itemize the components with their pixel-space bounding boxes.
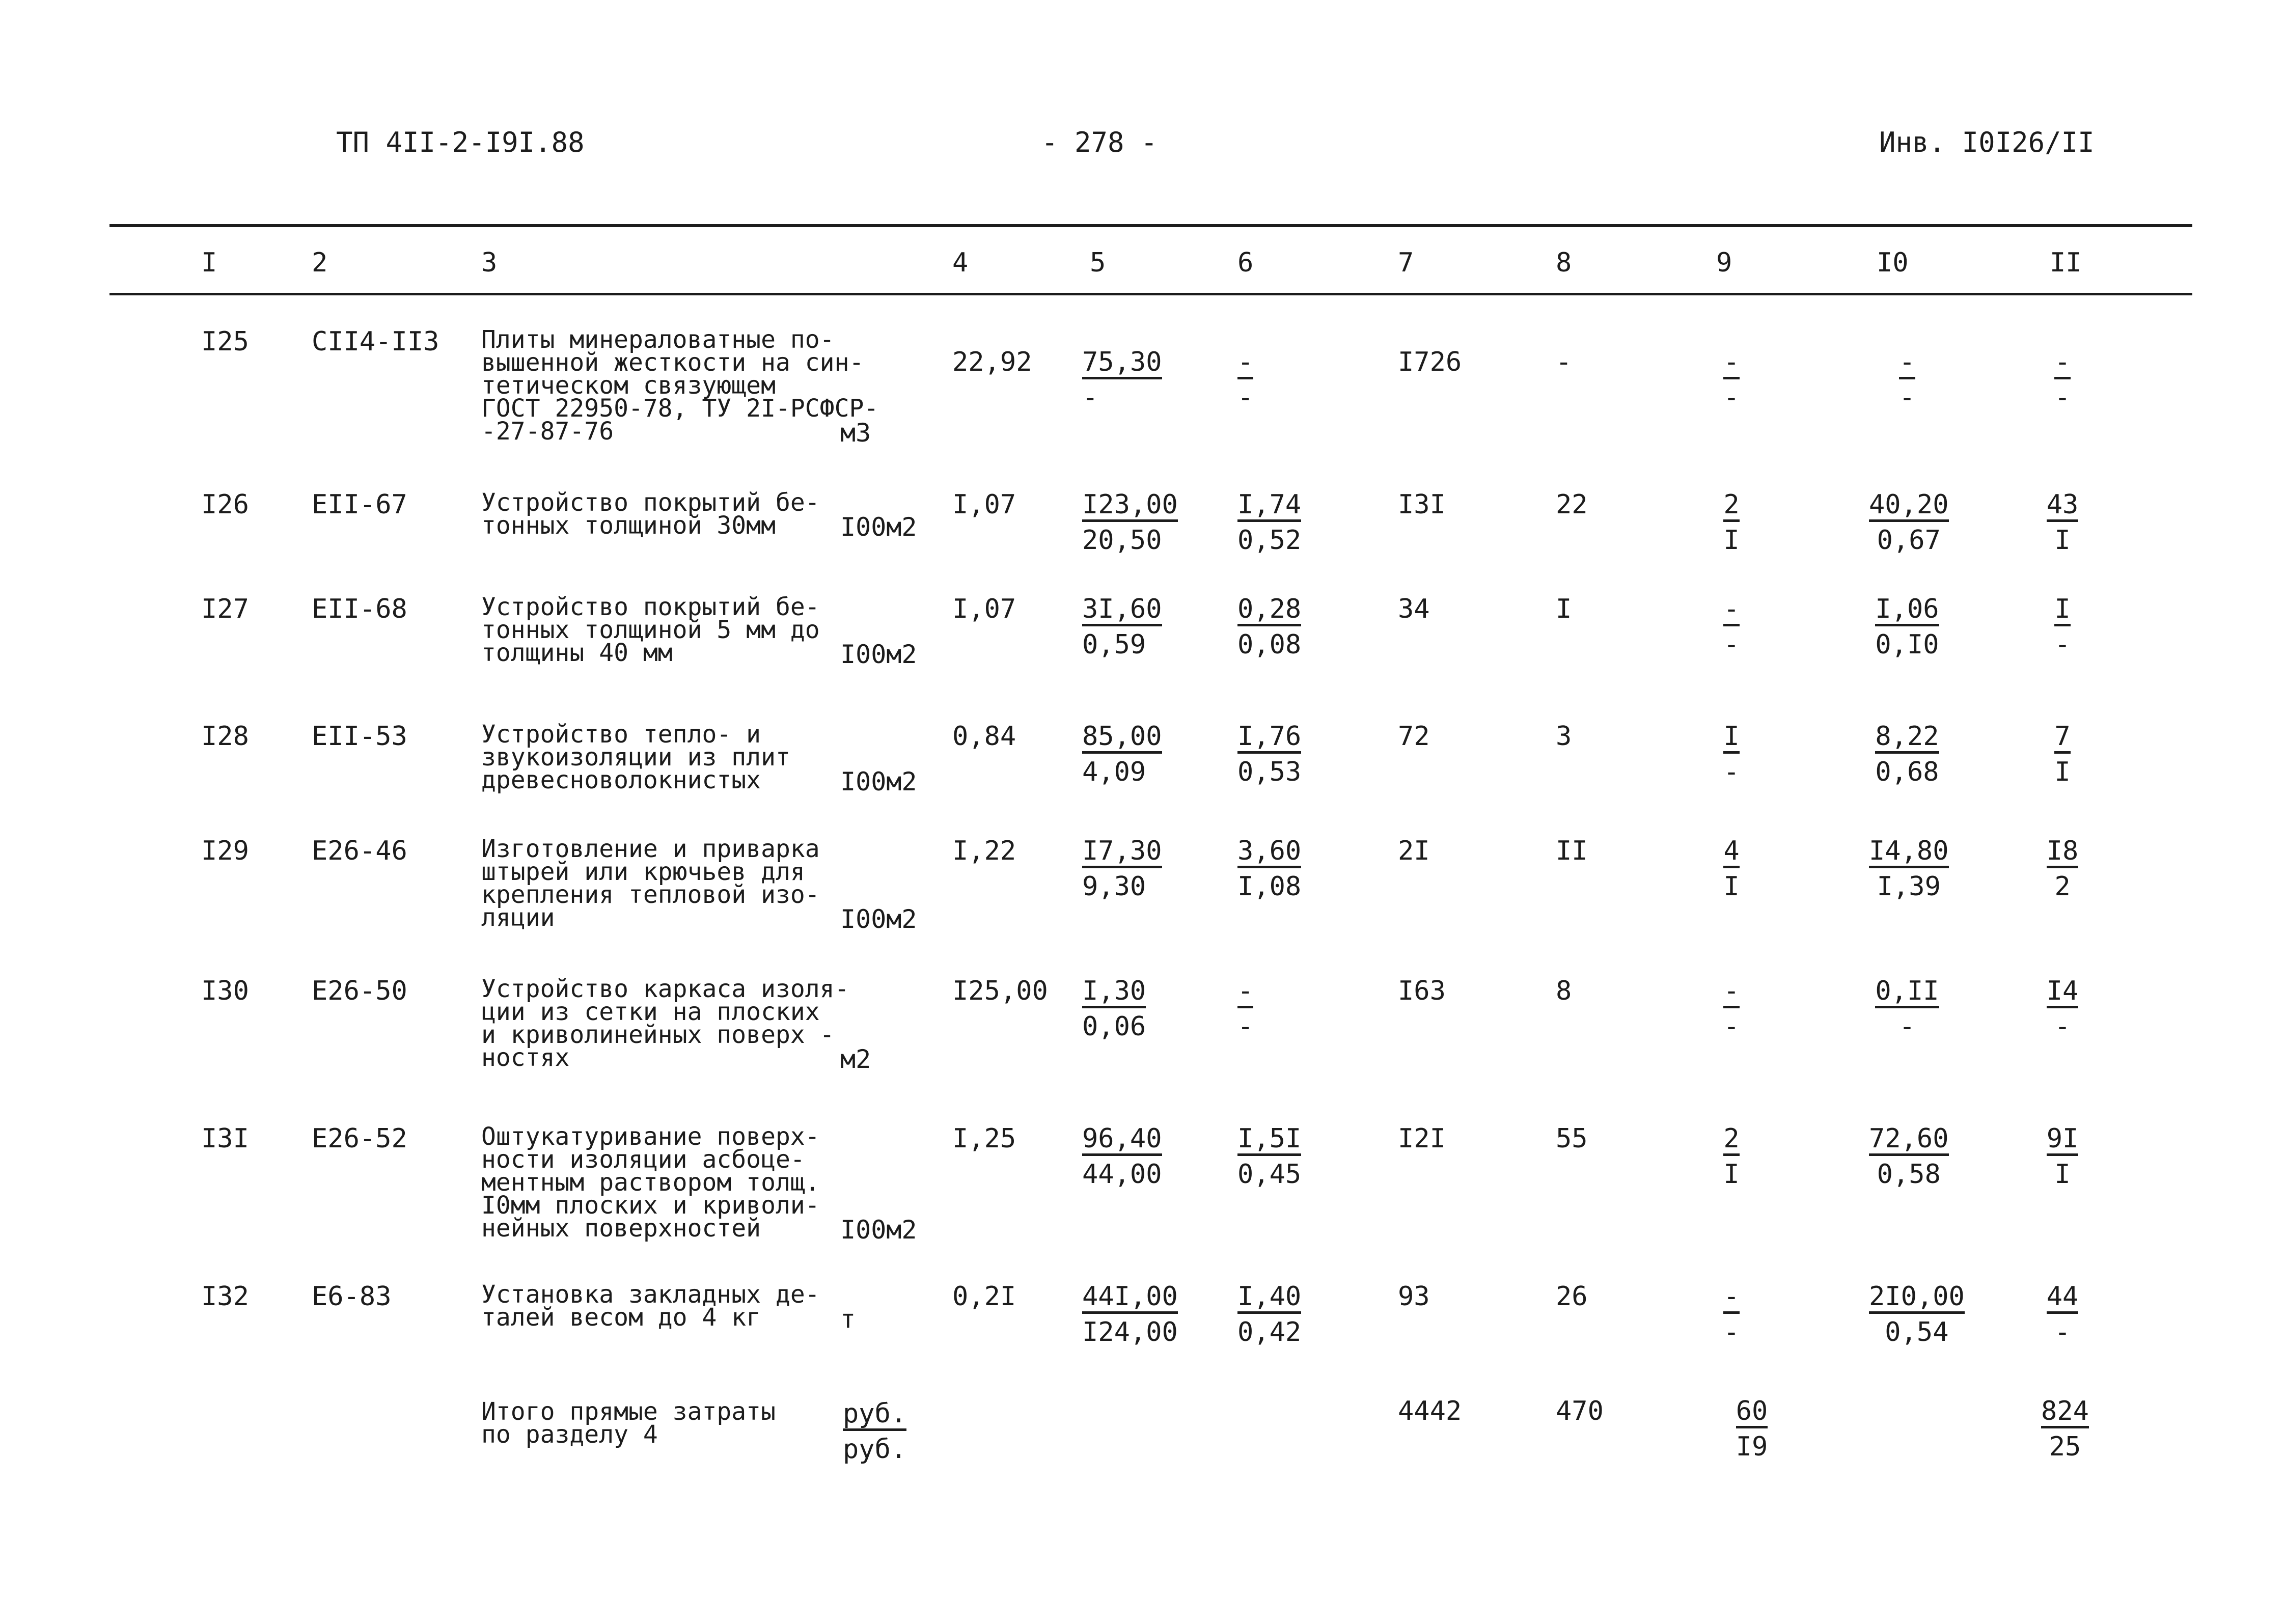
column-header-4: 4 xyxy=(952,247,969,278)
row-col10-denominator: - xyxy=(1899,382,1915,413)
row-col9-denominator: I xyxy=(1723,1159,1740,1190)
row-col9-denominator: - xyxy=(1723,382,1740,413)
row-col10-denominator: 0,54 xyxy=(1885,1317,1949,1347)
row-col10 xyxy=(1869,491,1949,554)
row-col8: II xyxy=(1556,836,1588,866)
row-code: E6-83 xyxy=(312,1281,392,1312)
row-col10-numerator: I,06 xyxy=(1875,596,1939,626)
row-col11-denominator: - xyxy=(2054,382,2071,413)
row-col8: 8 xyxy=(1556,976,1572,1006)
row-col11 xyxy=(2045,1283,2080,1345)
row-col6 xyxy=(1237,596,1301,658)
row-unit: I00м2 xyxy=(840,767,917,796)
row-col10 xyxy=(1869,596,1945,658)
row-col11-numerator: I4 xyxy=(2047,978,2079,1008)
row-col11-denominator: - xyxy=(2054,629,2071,660)
row-col11-numerator: 43 xyxy=(2047,491,2079,522)
row-col10-numerator: 40,20 xyxy=(1869,491,1949,522)
row-number: I3I xyxy=(201,1123,249,1154)
row-col9-denominator: I xyxy=(1723,871,1740,902)
row-col10-numerator: 72,60 xyxy=(1869,1125,1949,1156)
row-unit: I00м2 xyxy=(840,512,917,542)
row-col5-denominator: 44,00 xyxy=(1082,1159,1162,1190)
row-col6-numerator: 0,28 xyxy=(1237,596,1301,626)
row-col11 xyxy=(2045,349,2080,411)
column-header-7: 7 xyxy=(1398,247,1414,278)
row-unit: т xyxy=(840,1304,856,1334)
row-col5 xyxy=(1082,723,1169,785)
row-col5-numerator: I,30 xyxy=(1082,978,1146,1008)
row-col10-denominator: I,39 xyxy=(1877,871,1941,902)
row-col10-numerator: I4,80 xyxy=(1869,838,1949,868)
row-code: EII-67 xyxy=(312,489,407,520)
row-col6-numerator: I,76 xyxy=(1237,723,1301,754)
row-col11-numerator: 9I xyxy=(2047,1125,2079,1156)
row-col9-numerator: - xyxy=(1723,596,1739,626)
row-col10 xyxy=(1869,1283,1965,1345)
row-quantity: 0,84 xyxy=(952,721,1016,752)
inventory-number: Инв. I0I26/II xyxy=(1879,126,2095,158)
row-col7: I63 xyxy=(1398,976,1446,1006)
row-description: Устройство каркаса изоля- ции из сетки на плоских и криволинейных поверх - ностях xyxy=(481,975,849,1072)
row-col11 xyxy=(2045,978,2080,1040)
row-col10-numerator: 0,II xyxy=(1875,978,1939,1008)
column-header-1: I xyxy=(201,247,217,278)
row-col7: 93 xyxy=(1398,1281,1430,1312)
row-description: Изготовление и приварка штырей или крючьев для крепления тепловой изо- ляции xyxy=(481,835,820,932)
row-description: Установка закладных де- талей весом до 4 кг xyxy=(481,1280,820,1332)
row-col7: 34 xyxy=(1398,594,1430,624)
row-unit: I00м2 xyxy=(840,1215,917,1245)
row-col11-denominator: I xyxy=(2054,525,2071,556)
row-col10 xyxy=(1869,1125,1949,1188)
row-col9-numerator: 2 xyxy=(1723,491,1739,522)
row-col11 xyxy=(2045,596,2080,658)
row-col8: 22 xyxy=(1556,489,1588,520)
row-col6 xyxy=(1237,491,1301,554)
row-col11-numerator: I xyxy=(2054,596,2070,626)
row-description: Устройство покрытий бе- тонных толщиной 30мм xyxy=(481,488,820,540)
row-code: EII-53 xyxy=(312,721,407,752)
column-header-11: II xyxy=(2050,247,2082,278)
row-col7: I3I xyxy=(1398,489,1446,520)
row-col10-denominator: 0,68 xyxy=(1875,757,1939,787)
row-code: EII-68 xyxy=(312,594,407,624)
row-col5 xyxy=(1082,1125,1169,1188)
row-number: I29 xyxy=(201,836,249,866)
row-quantity: I,07 xyxy=(952,489,1016,520)
column-header-2: 2 xyxy=(312,247,328,278)
row-col11-denominator: - xyxy=(2054,1011,2071,1042)
row-col7: I2I xyxy=(1398,1123,1446,1154)
row-number: I28 xyxy=(201,721,249,752)
row-col11-denominator: 2 xyxy=(2054,871,2071,902)
table-top-rule xyxy=(109,224,2192,227)
row-col6-numerator: - xyxy=(1237,978,1253,1008)
row-col5 xyxy=(1082,978,1169,1040)
row-col6-denominator: 0,52 xyxy=(1237,525,1302,556)
row-unit: I00м2 xyxy=(840,640,917,669)
total-description: Итого прямые затраты по разделу 4 xyxy=(481,1397,776,1449)
row-description: Устройство покрытий бе- тонных толщиной 5 мм до толщины 40 мм xyxy=(481,593,820,667)
total-col8: 470 xyxy=(1556,1396,1604,1426)
row-col6-denominator: 0,53 xyxy=(1237,757,1302,787)
row-col10 xyxy=(1869,838,1949,900)
row-col5 xyxy=(1082,596,1169,658)
row-col5-denominator: - xyxy=(1082,382,1098,413)
row-col11 xyxy=(2045,1125,2080,1188)
row-col9-denominator: - xyxy=(1723,757,1740,787)
row-col5-denominator: 0,06 xyxy=(1082,1011,1146,1042)
row-col5 xyxy=(1082,491,1178,554)
row-unit: I00м2 xyxy=(840,904,917,934)
row-col6-denominator: I,08 xyxy=(1237,871,1302,902)
column-header-5: 5 xyxy=(1090,247,1106,278)
row-col6 xyxy=(1237,978,1299,1040)
total-col9-numerator: 60 xyxy=(1736,1398,1768,1428)
row-col5-numerator: 3I,60 xyxy=(1082,596,1162,626)
page-number: - 278 - xyxy=(1041,126,1158,158)
row-col5-denominator: 20,50 xyxy=(1082,525,1162,556)
row-col11-denominator: I xyxy=(2054,757,2071,787)
row-code: E26-50 xyxy=(312,976,407,1006)
row-col10-denominator: 0,67 xyxy=(1877,525,1941,556)
total-col7: 4442 xyxy=(1398,1396,1462,1426)
row-number: I25 xyxy=(201,326,249,357)
row-col9 xyxy=(1716,349,1747,411)
row-col5-numerator: I23,00 xyxy=(1082,491,1178,522)
row-col5-denominator: 4,09 xyxy=(1082,757,1146,787)
row-col11-numerator: 7 xyxy=(2054,723,2070,754)
row-col6-denominator: 0,45 xyxy=(1237,1159,1302,1190)
header-bottom-rule xyxy=(109,293,2192,295)
row-number: I30 xyxy=(201,976,249,1006)
row-col11-denominator: - xyxy=(2054,1317,2071,1347)
total-col9-denominator: I9 xyxy=(1736,1432,1768,1462)
total-col11 xyxy=(2027,1398,2103,1460)
row-col6-numerator: 3,60 xyxy=(1237,838,1301,868)
row-col6 xyxy=(1237,723,1301,785)
row-col5-denominator: I24,00 xyxy=(1082,1317,1178,1347)
total-col11-numerator: 824 xyxy=(2041,1398,2089,1428)
row-col5 xyxy=(1082,1283,1178,1345)
row-col9 xyxy=(1716,1125,1747,1188)
column-header-9: 9 xyxy=(1716,247,1732,278)
row-quantity: 22,92 xyxy=(952,347,1032,377)
row-col6-numerator: - xyxy=(1237,349,1253,379)
row-col9-numerator: 4 xyxy=(1723,838,1739,868)
row-col7: 72 xyxy=(1398,721,1430,752)
row-col11-denominator: I xyxy=(2054,1159,2071,1190)
row-col9 xyxy=(1716,491,1747,554)
row-col5-numerator: 96,40 xyxy=(1082,1125,1162,1156)
doc-code: ТП 4II-2-I9I.88 xyxy=(336,126,585,158)
row-col5 xyxy=(1082,349,1169,411)
row-col11 xyxy=(2045,491,2080,554)
row-quantity: 0,2I xyxy=(952,1281,1016,1312)
row-col11-numerator: - xyxy=(2054,349,2070,379)
row-col9-denominator: - xyxy=(1723,1317,1740,1347)
row-col10 xyxy=(1869,349,1945,411)
row-col6 xyxy=(1237,838,1301,900)
row-col10-numerator: 2I0,00 xyxy=(1869,1283,1965,1314)
column-header-10: I0 xyxy=(1877,247,1909,278)
row-col11-numerator: I8 xyxy=(2047,838,2079,868)
row-col6 xyxy=(1237,1125,1301,1188)
row-code: CII4-II3 xyxy=(312,326,439,357)
row-description: Оштукатуривание поверх- ности изоляции асбоце- ментным раствором толщ. I0мм плоских и криволи- нейных поверхностей xyxy=(481,1122,820,1243)
row-unit: м3 xyxy=(840,418,871,448)
row-unit: м2 xyxy=(840,1044,871,1074)
row-col6-denominator: 0,42 xyxy=(1237,1317,1302,1347)
row-description: Устройство тепло- и звукоизоляции из плит древесноволокнистых xyxy=(481,720,790,794)
row-col9-denominator: - xyxy=(1723,629,1740,660)
row-col11 xyxy=(2045,723,2080,785)
row-number: I32 xyxy=(201,1281,249,1312)
row-col9-numerator: I xyxy=(1723,723,1739,754)
row-col9 xyxy=(1716,838,1747,900)
row-col9-numerator: - xyxy=(1723,1283,1739,1314)
row-col5-numerator: 85,00 xyxy=(1082,723,1162,754)
row-col10-denominator: - xyxy=(1899,1011,1915,1042)
row-col9 xyxy=(1716,978,1747,1040)
row-col9-numerator: - xyxy=(1723,349,1739,379)
row-number: I27 xyxy=(201,594,249,624)
row-code: E26-46 xyxy=(312,836,407,866)
row-col9 xyxy=(1716,1283,1747,1345)
row-col5-numerator: I7,30 xyxy=(1082,838,1162,868)
row-col6-denominator: 0,08 xyxy=(1237,629,1302,660)
row-col8: I xyxy=(1556,594,1572,624)
row-col9-numerator: 2 xyxy=(1723,1125,1739,1156)
row-col7: 2I xyxy=(1398,836,1430,866)
row-col10-denominator: 0,I0 xyxy=(1875,629,1939,660)
row-col5-numerator: 75,30 xyxy=(1082,349,1162,379)
row-quantity: I,25 xyxy=(952,1123,1016,1154)
total-unit xyxy=(843,1400,906,1463)
row-col11 xyxy=(2045,838,2080,900)
row-col6-denominator: - xyxy=(1237,1011,1254,1042)
row-col9 xyxy=(1716,723,1747,785)
row-col8: 55 xyxy=(1556,1123,1588,1154)
row-col5-denominator: 0,59 xyxy=(1082,629,1146,660)
row-col6 xyxy=(1237,349,1299,411)
row-col9-denominator: - xyxy=(1723,1011,1740,1042)
column-header-8: 8 xyxy=(1556,247,1572,278)
row-col8: - xyxy=(1556,347,1572,377)
row-col6 xyxy=(1237,1283,1301,1345)
column-header-3: 3 xyxy=(481,247,498,278)
row-quantity: I25,00 xyxy=(952,976,1048,1006)
total-col9 xyxy=(1726,1398,1777,1460)
row-col6-numerator: I,5I xyxy=(1237,1125,1301,1156)
row-col10-numerator: - xyxy=(1899,349,1915,379)
total-unit-numerator: руб. xyxy=(843,1400,906,1431)
row-col9 xyxy=(1716,596,1747,658)
total-col11-denominator: 25 xyxy=(2049,1432,2081,1462)
row-col10-numerator: 8,22 xyxy=(1875,723,1939,754)
row-col6-denominator: - xyxy=(1237,382,1254,413)
row-quantity: I,07 xyxy=(952,594,1016,624)
row-col10 xyxy=(1869,978,1945,1040)
column-header-6: 6 xyxy=(1237,247,1254,278)
row-col9-numerator: - xyxy=(1723,978,1739,1008)
row-code: E26-52 xyxy=(312,1123,407,1154)
row-description: Плиты минераловатные по- вышенной жесткости на син- тетическом связующем ГОСТ 22950-78, ТУ 2I-РСФСР- -27-87-76 xyxy=(481,325,879,446)
row-col10-denominator: 0,58 xyxy=(1877,1159,1941,1190)
row-col6-numerator: I,74 xyxy=(1237,491,1301,522)
row-number: I26 xyxy=(201,489,249,520)
row-col8: 3 xyxy=(1556,721,1572,752)
row-col7: I726 xyxy=(1398,347,1462,377)
row-quantity: I,22 xyxy=(952,836,1016,866)
row-col9-denominator: I xyxy=(1723,525,1740,556)
total-unit-denominator: руб. xyxy=(843,1434,907,1465)
row-col6-numerator: I,40 xyxy=(1237,1283,1301,1314)
row-col5-numerator: 44I,00 xyxy=(1082,1283,1178,1314)
row-col5-denominator: 9,30 xyxy=(1082,871,1146,902)
row-col11-numerator: 44 xyxy=(2047,1283,2079,1314)
row-col5 xyxy=(1082,838,1169,900)
row-col8: 26 xyxy=(1556,1281,1588,1312)
row-col10 xyxy=(1869,723,1945,785)
